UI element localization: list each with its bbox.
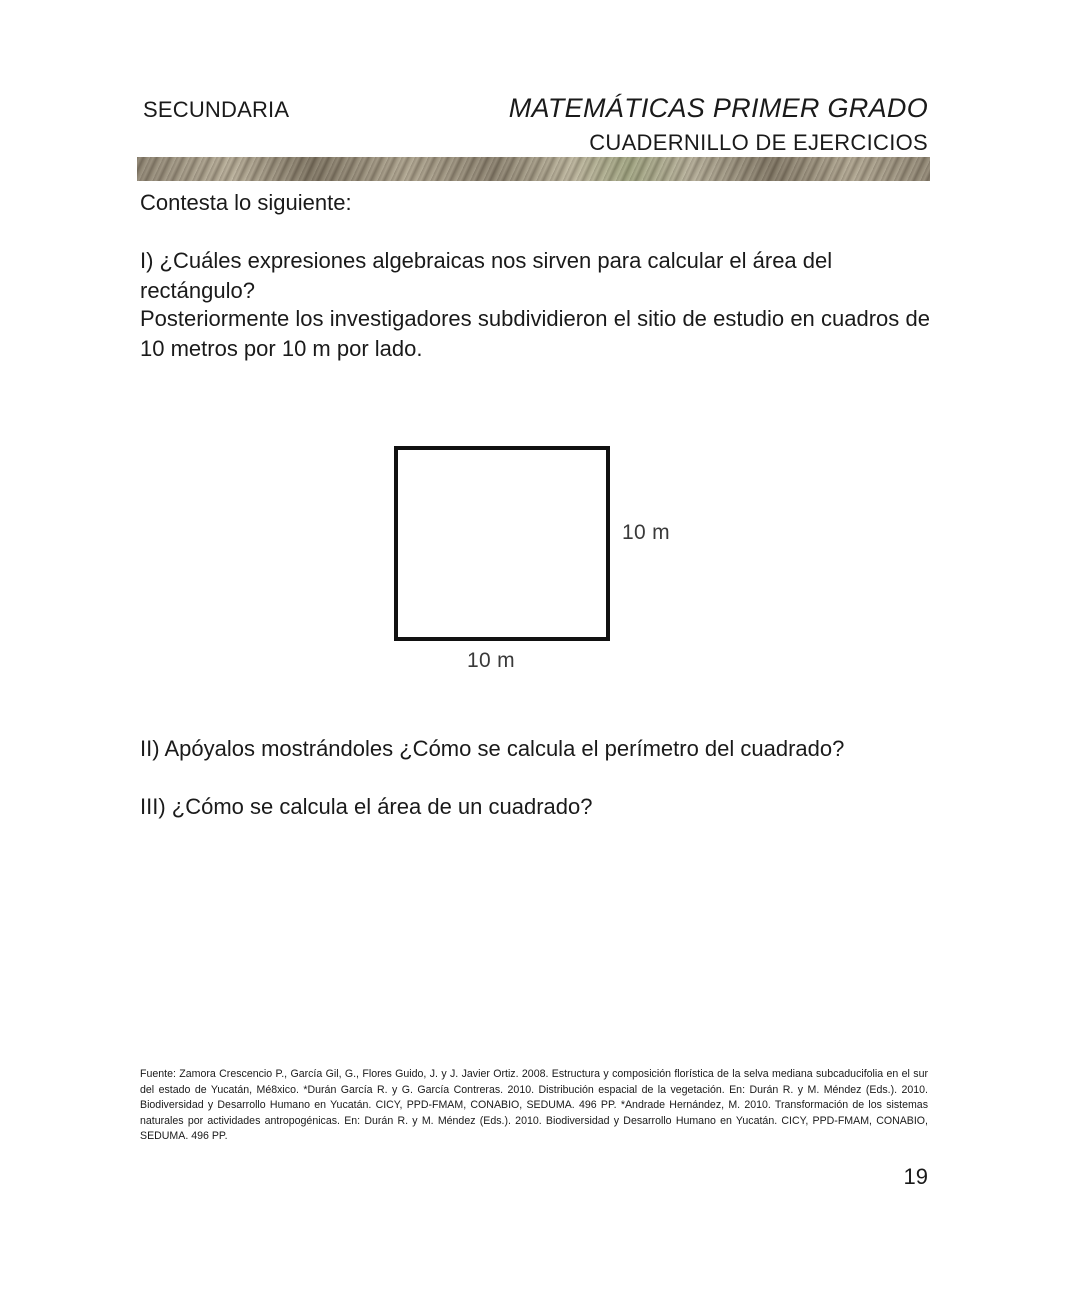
study-paragraph: Posteriormente los investigadores subdividieron el sitio de estudio en cuadros de 10 metros por 10 m por lado. [140, 306, 930, 361]
square-side-label-bottom: 10 m [467, 649, 515, 672]
question-3: III) ¿Cómo se calcula el área de un cuadrado? [140, 794, 593, 819]
page-number: 19 [903, 1164, 928, 1189]
square-side-label-right: 10 m [622, 521, 670, 544]
header-banner-image [137, 157, 930, 181]
header-subtitle: CUADERNILLO DE EJERCICIOS [589, 130, 928, 155]
question-1: I) ¿Cuáles expresiones algebraicas nos sirven para calcular el área del rectángulo? [140, 248, 833, 303]
header-title: MATEMÁTICAS PRIMER GRADO [508, 93, 928, 123]
header-level: SECUNDARIA [143, 97, 290, 122]
intro-text: Contesta lo siguiente: [140, 190, 352, 215]
square-figure [394, 446, 610, 641]
source-footnote: Fuente: Zamora Crescencio P., García Gil, G., Flores Guido, J. y J. Javier Ortiz. 2008. Estructura y composición florística de la selva mediana subcaducifolia en el sur del estado de Yucatán, Mé8xico. *Durán García R. y G. García Contreras. 2010. Distribución espacial de la vegetación. En: Durán R. y M. Méndez (Eds.). 2010. Biodiversidad y Desarrollo Humano en Yucatán. CICY, PPD-FMAM, CONABIO, SEDUMA. 496 PP. *Andrade Hernández, M. 2010. Transformación de los sistemas naturales por actividades antropogénicas. En: Durán R. y M. Méndez (Eds.). 2010. Biodiversidad y Desarrollo Humano en Yucatán. CICY, PPD-FMAM, CONABIO, SEDUMA. 496 PP. [140, 1068, 928, 1142]
question-2: II) Apóyalos mostrándoles ¿Cómo se calcula el perímetro del cuadrado? [140, 736, 845, 761]
